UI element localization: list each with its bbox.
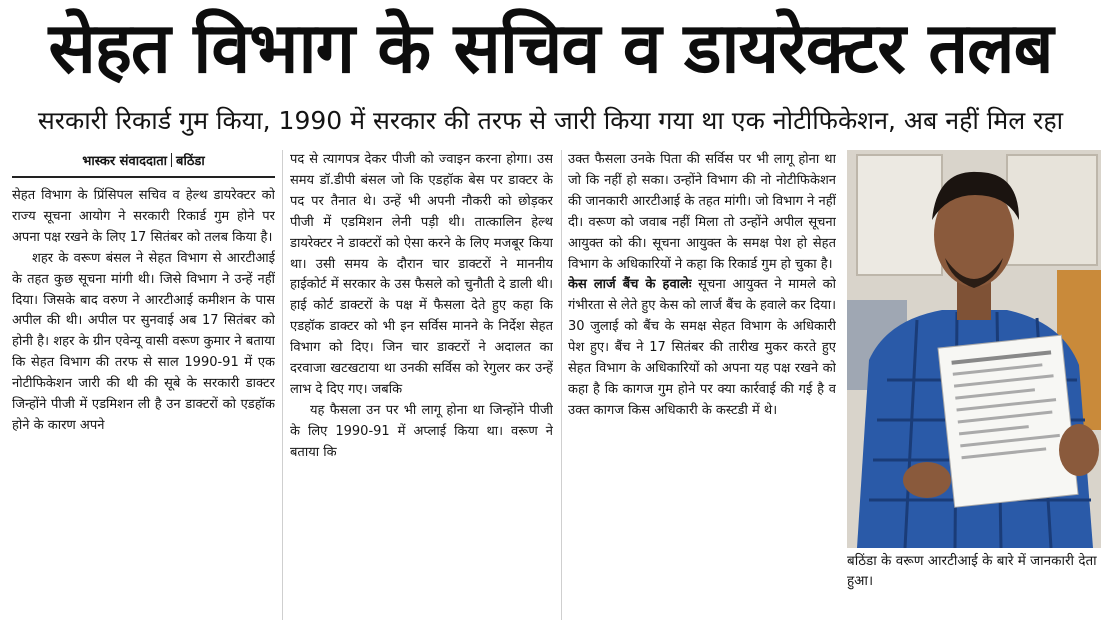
subheadline: सरकारी रिकार्ड गुम किया, 1990 में सरकार की तरफ से जारी किया गया था एक नोटीफिकेशन, अब नहीं मिल रहा bbox=[37, 106, 1064, 135]
news-photo bbox=[847, 150, 1101, 548]
article-paragraph: सूचना आयुक्त ने मामले को गंभीरता से लेते हुए केस को लार्ज बैंच के हवाले कर दिया। 30 जुलाई को बैंच के समक्ष सेहत विभाग के अधिकारी पेश हुए। बैंच ने 17 सितंबर की तारीख मुकर करते हुए सेहत विभाग के अधिकारियों को अपना यह पक्ष रखने को कहा है कि कागज गुम होने पर क्या कार्रवाई की गई है व उक्त कागज किस अधिकारी के कस्टडी में थे। bbox=[568, 277, 836, 418]
byline-separator bbox=[171, 153, 172, 167]
photo-hand bbox=[1059, 424, 1099, 476]
column-divider bbox=[282, 150, 283, 620]
photo-caption: बठिंडा के वरूण आरटीआई के बारे में जानकारी देता हुआ। bbox=[847, 553, 1097, 589]
article-paragraph: सेहत विभाग के प्रिंसिपल सचिव व हेल्थ डायरेक्टर को राज्य सूचना आयोग ने सरकारी रिकार्ड गुम होने पर अपना पक्ष रखने के लिए 17 सितंबर को तलब किया है। bbox=[12, 188, 275, 245]
byline bbox=[12, 150, 275, 178]
person-holding-document-illustration bbox=[847, 150, 1101, 548]
photo-window bbox=[857, 155, 942, 275]
article-paragraph: शहर के वरूण बंसल ने सेहत विभाग से आरटीआई के तहत कुछ सूचना मांगी थी। जिसे विभाग ने उन्हें नहीं दिया। जिसके बाद वरुण ने आरटीआई कमीशन के पास अपील की थी। अपील पर सुनवाई अब 17 सितंबर को होनी है। शहर के ग्रीन एवेन्यू वासी वरूण कुमार ने बताया कि सेहत विभाग की तरफ से साल 1990-91 में एक नोटीफिकेशन जारी की थी की सूबे के सरकारी डाक्टर जिन्होंने पीजी में एडमिशन ली है उन डाक्टरों को एडहॉक होने के कारण अपने bbox=[12, 250, 275, 433]
article-column-3 bbox=[568, 150, 836, 626]
column-divider bbox=[561, 150, 562, 620]
photo-hand bbox=[903, 462, 951, 498]
article-paragraph: यह फैसला उन पर भी लागू होना था जिन्होंने पीजी के लिए 1990-91 में अप्लाई किया था। वरूण ने बताया कि bbox=[290, 402, 553, 460]
headline: सेहत विभाग के सचिव व डायरेक्टर तलब bbox=[48, 7, 1053, 89]
article-column-1 bbox=[12, 150, 275, 626]
article-column-2 bbox=[290, 150, 553, 626]
article-paragraph: पद से त्यागपत्र देकर पीजी को ज्वाइन करना होगा। उस समय डॉ.डीपी बंसल जो कि एडहॉक बेस पर डाक्टर के पद पर तैनात थे। उन्हें भी अपनी नौकरी को छोड़कर पीजी में एडमिशन लेनी पड़ी थी। तात्कालिन हेल्थ डायरेक्टर ने डाक्टरों को ऐसा करने के लिए मजबूर किया था। उसी समय के दौरान चार डाक्टरों ने माननीय हाईकोर्ट में सरकार के उस फैसले को चुनौती दे डाली थी। हाई कोर्ट डाक्टरों के पक्ष में फैसला देते हुए कहा कि एडहॉक डाक्टर को भी इन सर्विस मानने के निर्देश सेहत विभाग को दिए। जिन चार डाक्टरों ने अदालत का दरवाजा खटखटाया था उनकी सर्विस को रेगुलर कर उन्हें लाभ दे दिए गए। जबकि bbox=[290, 152, 553, 397]
byline-city: बठिंडा bbox=[176, 154, 205, 169]
photo-window bbox=[1007, 155, 1097, 265]
byline-reporter: भास्कर संवाददाता bbox=[82, 154, 168, 169]
article-paragraph: उक्त फैसला उनके पिता की सर्विस पर भी लागू होना था जो कि नहीं हो सका। उन्होंने विभाग की नो नोटीफिकेशन की जानकारी आरटीआई के तहत मांगी। जो विभाग ने नहीं दी। वरूण को जवाब नहीं मिला तो उन्होंने अपील सूचना आयुक्त को की। सूचना आयुक्त के समक्ष पेश हो सेहत विभाग के अधिकारियों ने कहा कि रिकार्ड गुम हो चुका है। bbox=[568, 152, 836, 272]
section-subtitle: केस लार्ज बैंच के हवालेः bbox=[568, 277, 692, 293]
photo-document bbox=[938, 335, 1078, 507]
